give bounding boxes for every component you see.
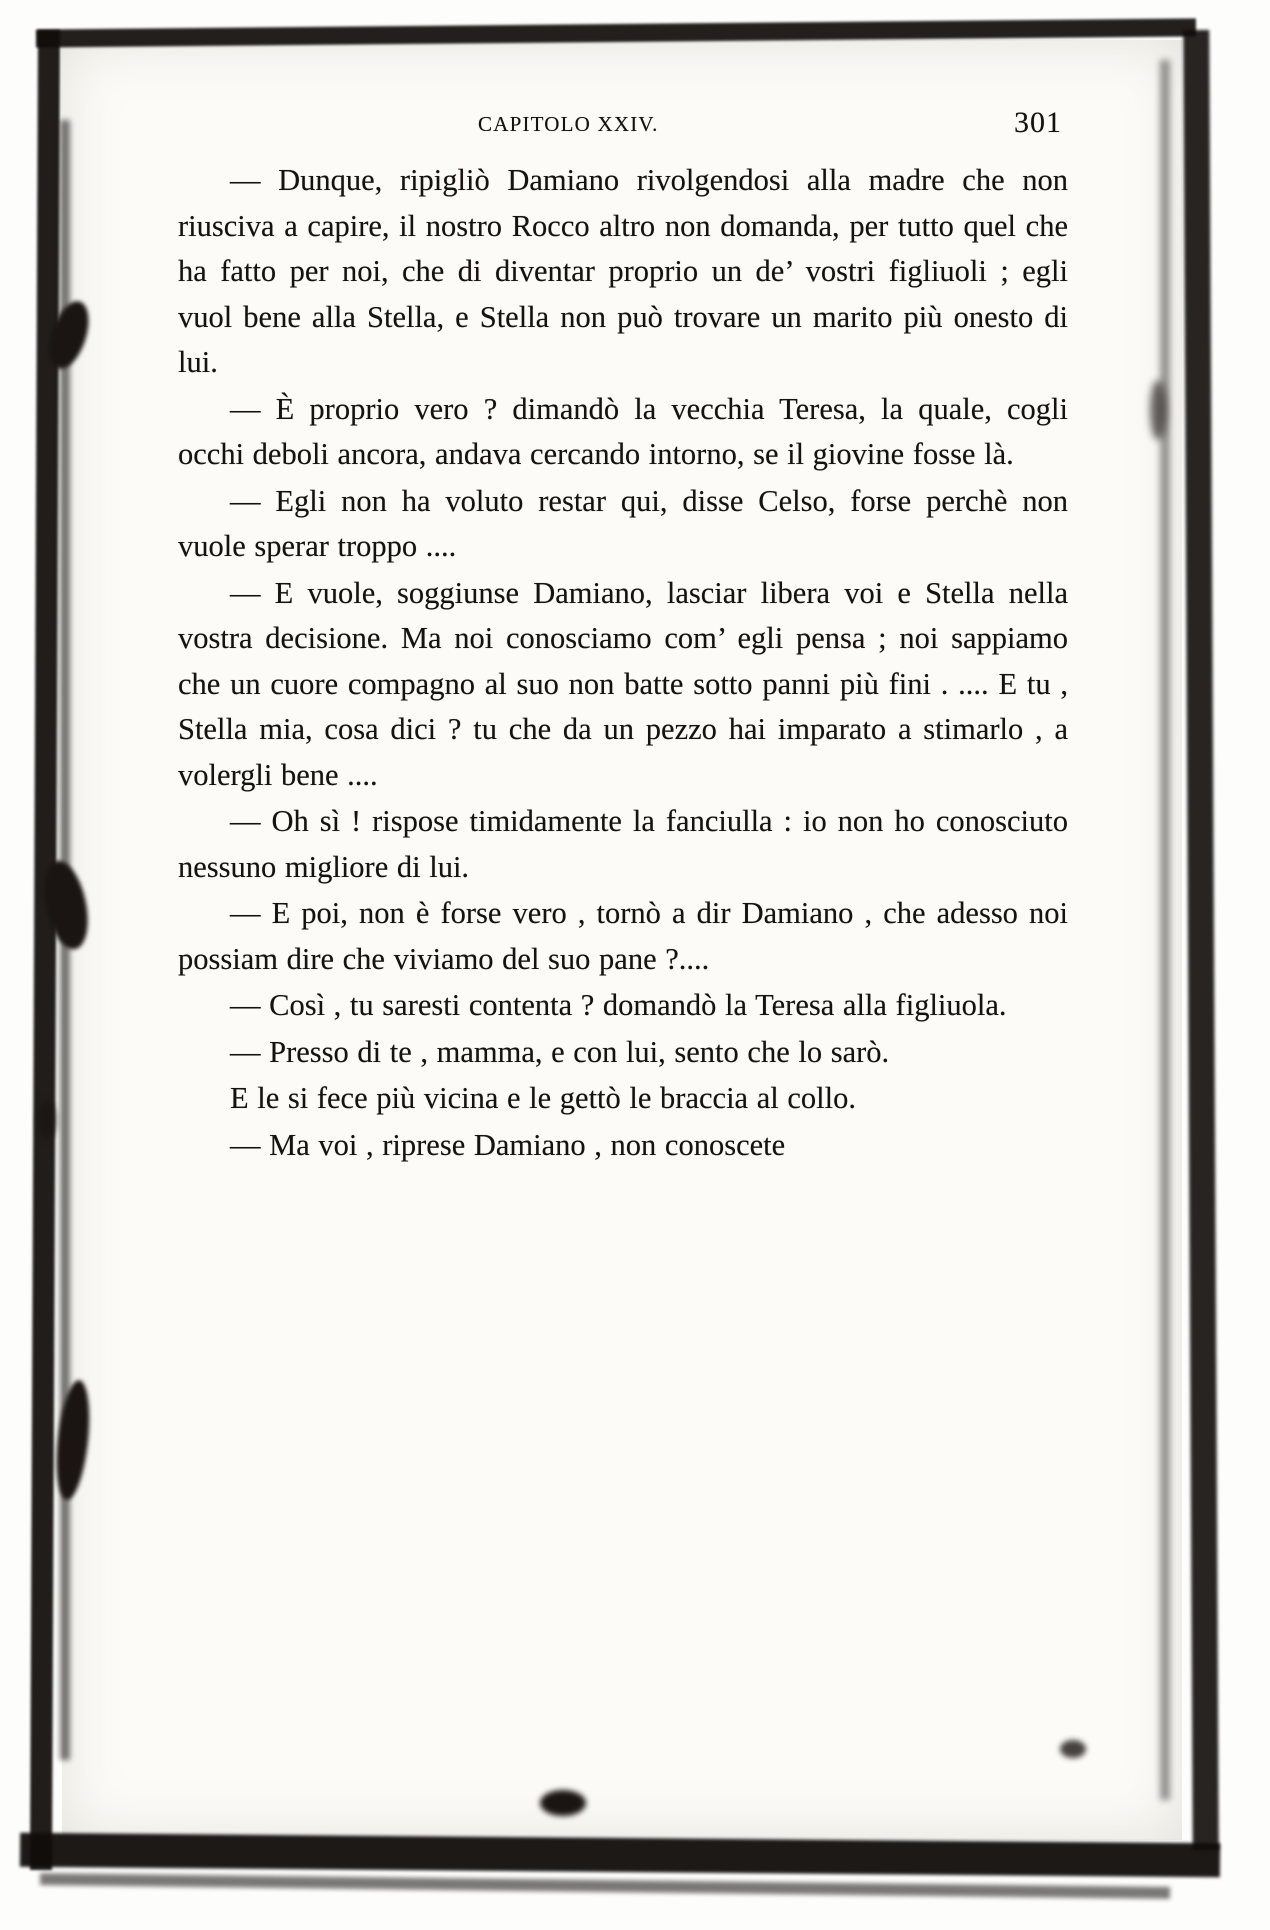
ink-smudge bbox=[540, 1790, 586, 1816]
paragraph: — E vuole, soggiunse Damiano, lasciar libera voi e Stella nella vostra decisione. Ma noi conosciamo com’ egli pensa ; noi sappiamo che un cuore compagno al suo non batte sotto panni più fini . .... E tu , Stella mia, cosa dici ? tu che da un pezzo hai imparato a stimarlo , a volergli bene .... bbox=[178, 575, 1068, 792]
page-edge-bottom-shadow bbox=[40, 1873, 1170, 1899]
page-text-column bbox=[178, 106, 1068, 1169]
running-head bbox=[178, 106, 1068, 158]
paragraph: — Dunque, ripigliò Damiano rivolgendosi alla madre che non riusciva a capire, il nostro Rocco altro non domanda, per tutto quel che ha fatto per noi, che di diventar proprio un de’ vostri figliuoli ; egli vuol bene alla Stella, e Stella non può trovare un marito più onesto di lui. bbox=[178, 163, 1068, 379]
page-edge-right-shadow bbox=[1160, 60, 1170, 1800]
ink-smudge bbox=[1060, 1740, 1086, 1758]
paragraph: — Egli non ha voluto restar qui, disse Celso, forse perchè non vuole sperar troppo .... bbox=[178, 483, 1068, 563]
page-number: 301 bbox=[1014, 106, 1062, 139]
ink-smudge bbox=[38, 1100, 56, 1140]
ink-smudge bbox=[1150, 380, 1166, 440]
paragraph: E le si fece più vicina e le gettò le braccia al collo. bbox=[230, 1081, 856, 1115]
page-edge-right bbox=[1183, 30, 1219, 1850]
paragraph: — Presso di te , mamma, e con lui, sento che lo sarò. bbox=[230, 1034, 890, 1069]
paragraph: — Oh sì ! rispose timidamente la fanciulla : io non ho conosciuto nessuno migliore di lui. bbox=[178, 804, 1068, 884]
page-edge-left bbox=[30, 30, 60, 1870]
paragraph: — È proprio vero ? dimandò la vecchia Teresa, la quale, cogli occhi deboli ancora, andava cercando intorno, se il giovine fosse là. bbox=[178, 391, 1068, 471]
paragraph: — Ma voi , riprese Damiano , non conoscete bbox=[230, 1127, 786, 1162]
paragraph: — E poi, non è forse vero , tornò a dir Damiano , che adesso noi possiam dire che viviamo del suo pane ?.... bbox=[178, 896, 1068, 976]
chapter-label: CAPITOLO XXIV. bbox=[478, 112, 659, 136]
paragraph: — Così , tu saresti contenta ? domandò la Teresa alla figliuola. bbox=[230, 988, 1007, 1022]
